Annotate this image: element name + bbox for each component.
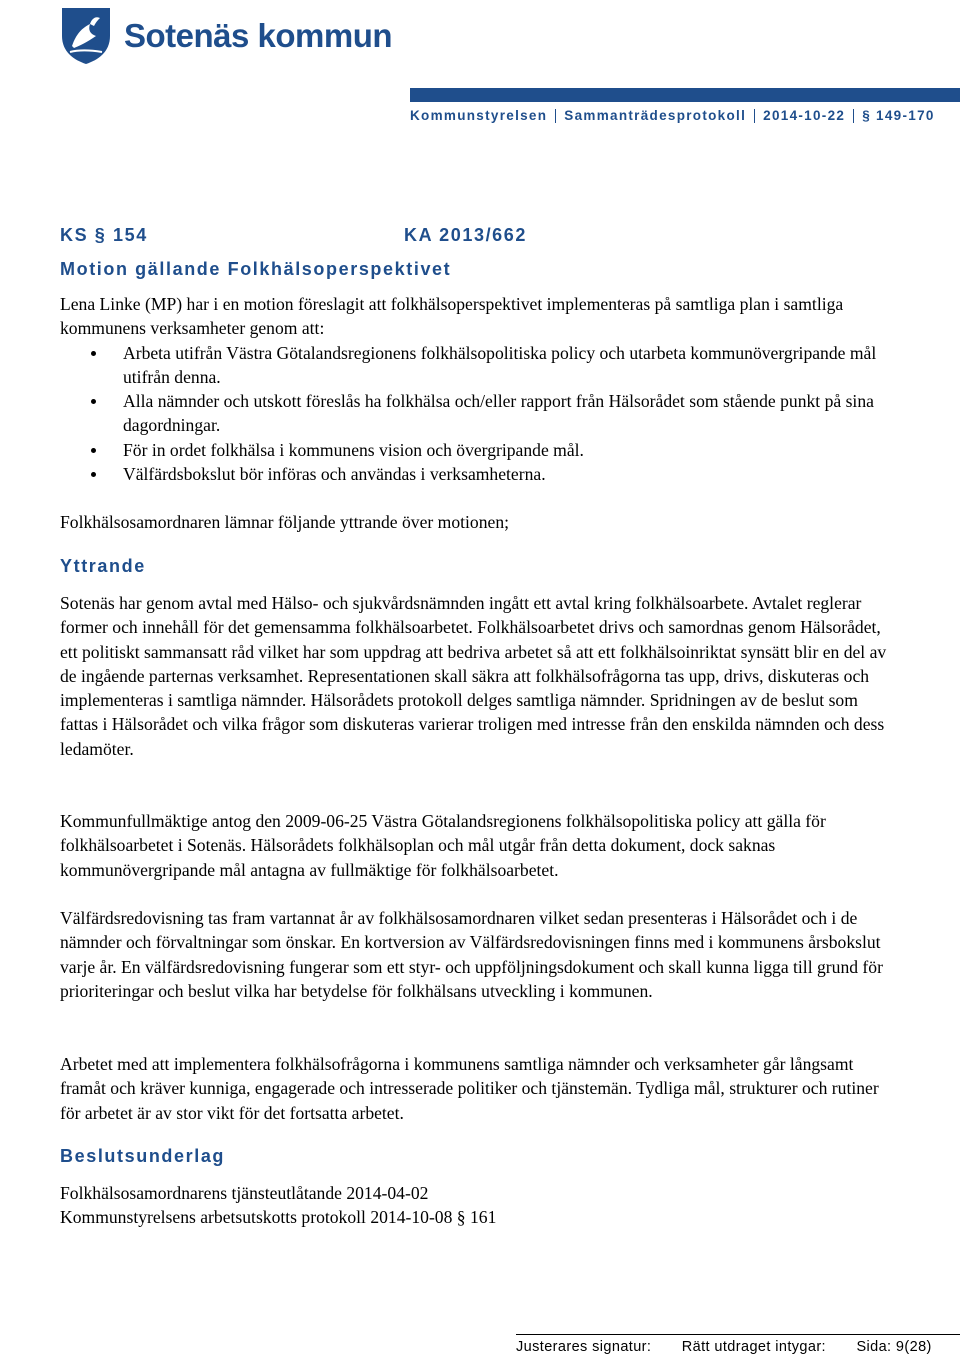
intro-section <box>60 292 900 486</box>
header-date: 2014-10-22 <box>763 108 846 123</box>
page-footer <box>516 1334 960 1355</box>
bullet-text: Alla nämnder och utskott föreslås ha folkhälsa och/eller rapport från Hälsorådet som stående punkt på sina dagordningar. <box>123 391 874 436</box>
bullet-text: Välfärdsbokslut bör införas och användas i verksamheterna. <box>123 464 546 485</box>
municipality-logo <box>60 4 392 68</box>
certified-label: Rätt utdraget intygar: <box>681 1339 826 1355</box>
basis-heading: Beslutsunderlag <box>60 1146 226 1166</box>
header-separator <box>853 109 854 123</box>
motion-bullet-list <box>60 341 900 487</box>
list-item <box>60 462 900 486</box>
statement-paragraph-1: Sotenäs har genom avtal med Hälso- och sjukvårdsnämnden ingått ett avtal kring folkhälsoarbete. Avtalet reglerar former och innehåll för det gemensamma folkhälsoarbetet. Folkhälsoarbetet drivs och samordnas genom Hälsorådet, ett politiskt sammansatt råd vilket har som uppdrag att bedriva arbetet så att ett folkhälsoinriktat synsätt blir en del av de ingående parternas verksamhet. Representationen skall säkra att folkhälsofrågorna tas upp, drivs, diskuteras och implementeras i samtliga nämnder. Hälsorådets protokoll delges samtliga nämnder. Spridningen av de beslut som fattas i Hälsorådet och vilka frågor som diskuteras varierar troligen med intresse från den enskilda nämnden och dess ledamöter. <box>60 593 887 759</box>
bullet-icon <box>91 472 96 477</box>
statement-paragraph-3: Välfärdsredovisning tas fram vartannat år av folkhälsosamordnaren vilket sedan presenteras i Hälsorådet och i de nämnder och förvaltningar som önskar. En kortversion av Välfärdsredovisningen finns med i kommunens årsbokslut varje år. En välfärdsredovisning fungerar som ett styr- och uppföljningsdokument och skall kunna ligga till grund för prioriteringar och beslut vilka har betydelse för folkhälsans utveckling i kommunen. <box>60 908 883 1001</box>
bullet-text: För in ordet folkhälsa i kommunens vision och övergripande mål. <box>123 439 584 460</box>
statement-intro: Folkhälsosamordnaren lämnar följande yttrande över motionen; <box>60 512 510 532</box>
statement-paragraph-2: Kommunfullmäktige antog den 2009-06-25 Västra Götalandsregionens folkhälsopolitiska policy att gälla för folkhälsoarbetet i Sotenäs. Hälsorådets folkhälsoplan och mål utgår från detta dokument, dock saknas kommunövergripande mål antagna av fullmäktige för folkhälsoarbetet. <box>60 811 826 880</box>
bullet-icon <box>91 351 96 356</box>
bullet-text: Arbeta utifrån Västra Götalandsregionens folkhälsopolitiska policy och utarbeta kommunövergripande mål utifrån denna. <box>123 342 877 387</box>
ka-number: KA 2013/662 <box>404 225 528 245</box>
header-rule <box>410 88 960 102</box>
header-separator <box>555 109 556 123</box>
basis-item: Kommunstyrelsens arbetsutskotts protokoll 2014-10-08 § 161 <box>60 1207 497 1228</box>
document-header <box>410 108 935 123</box>
page-number: Sida: 9(28) <box>856 1339 932 1355</box>
basis-list <box>60 1181 900 1230</box>
statement-heading: Yttrande <box>60 556 146 576</box>
header-body: Kommunstyrelsen <box>410 108 548 123</box>
ks-number: KS § 154 <box>60 225 148 245</box>
case-title: Motion gällande Folkhälsoperspektivet <box>60 259 452 279</box>
bullet-icon <box>91 399 96 404</box>
signature-label: Justerares signatur: <box>516 1339 652 1355</box>
basis-item: Folkhälsosamordnarens tjänsteutlåtande 2014-04-02 <box>60 1183 429 1203</box>
logo-text: Sotenäs kommun <box>124 17 393 54</box>
header-section-range: § 149-170 <box>862 108 935 123</box>
case-reference <box>60 225 528 246</box>
intro-paragraph: Lena Linke (MP) har i en motion föreslagit att folkhälsoperspektivet implementeras på samtliga plan i samtliga kommunens verksamheter genom att: <box>60 294 844 339</box>
bullet-icon <box>91 448 96 453</box>
statement-paragraph-4: Arbetet med att implementera folkhälsofrågorna i kommunens samtliga nämnder och verksamheter går långsamt framåt och kräver kunniga, engagerade och intresserade politiker och tjänstemän. Tydliga mål, strukturer och rutiner för arbetet är av stor vikt för det fortsatta arbetet. <box>60 1054 879 1123</box>
header-document: Sammanträdesprotokoll <box>564 108 747 123</box>
list-item <box>60 341 900 390</box>
coat-of-arms-icon <box>60 6 112 66</box>
header-separator <box>754 109 755 123</box>
list-item <box>60 389 900 438</box>
list-item <box>60 438 900 462</box>
